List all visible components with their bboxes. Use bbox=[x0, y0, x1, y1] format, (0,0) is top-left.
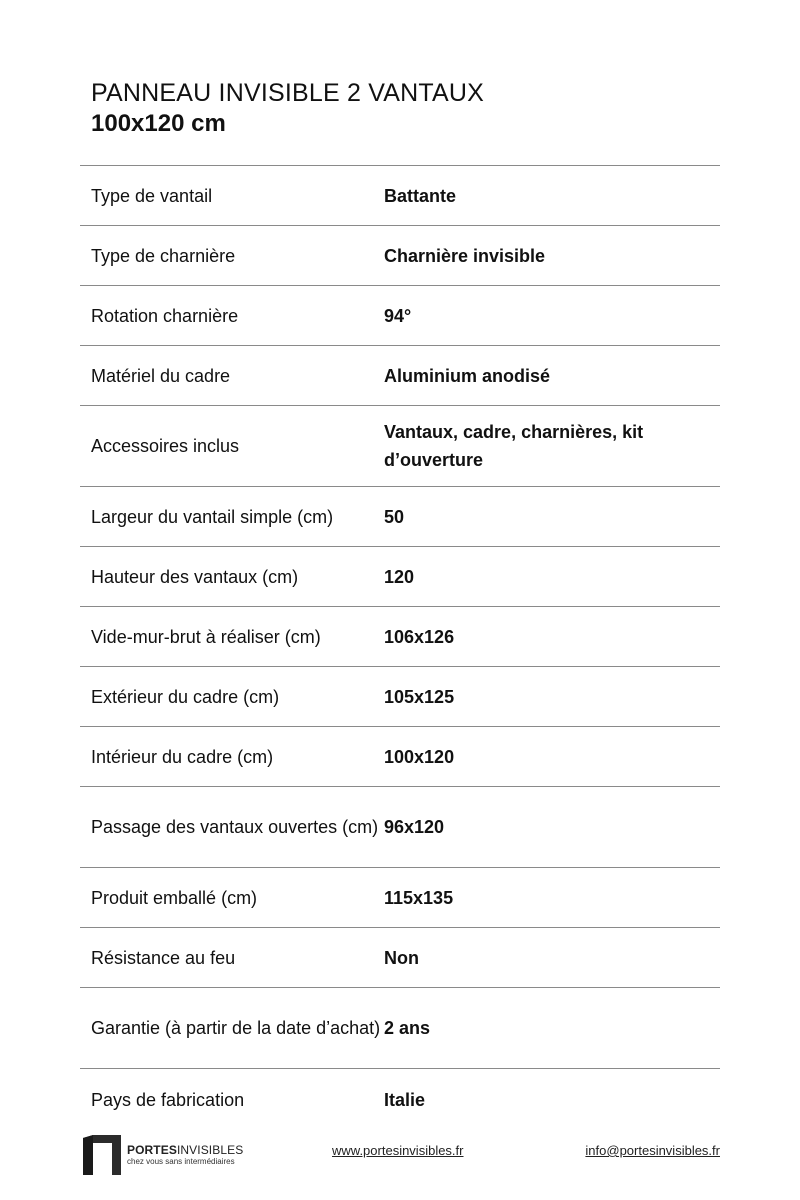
spec-value: Aluminium anodisé bbox=[384, 365, 551, 386]
spec-value: 120 bbox=[384, 566, 415, 587]
logo-text bbox=[127, 1143, 243, 1167]
spec-row bbox=[80, 787, 720, 868]
spec-row bbox=[80, 928, 720, 988]
spec-row bbox=[80, 346, 720, 406]
company-logo bbox=[83, 1135, 243, 1175]
spec-value: 115x135 bbox=[384, 887, 454, 908]
spec-value: Battante bbox=[384, 185, 457, 206]
spec-label: Passage des vantaux ouvertes (cm) bbox=[91, 817, 379, 837]
logo-name bbox=[127, 1143, 243, 1157]
logo-tagline: chez vous sans intermédiaires bbox=[127, 1157, 235, 1166]
spec-row bbox=[80, 406, 720, 487]
spec-row bbox=[80, 868, 720, 928]
spec-value: 50 bbox=[384, 506, 405, 527]
spec-label: Vide-mur-brut à réaliser (cm) bbox=[91, 626, 321, 647]
spec-row bbox=[80, 487, 720, 547]
spec-value: 100x120 bbox=[384, 746, 455, 767]
product-header bbox=[91, 78, 731, 138]
spec-label: Matériel du cadre bbox=[91, 365, 231, 386]
spec-label: Largeur du vantail simple (cm) bbox=[91, 506, 334, 527]
spec-value: 94° bbox=[384, 305, 412, 326]
logo-name-light: INVISIBLES bbox=[176, 1143, 244, 1157]
spec-row bbox=[80, 547, 720, 607]
spec-label: Produit emballé (cm) bbox=[91, 887, 258, 908]
spec-value: Vantaux, cadre, charnières, kit d’ouverture bbox=[384, 422, 644, 470]
spec-value: Italie bbox=[384, 1090, 426, 1110]
spec-row bbox=[80, 667, 720, 727]
spec-label: Rotation charnière bbox=[91, 305, 239, 326]
spec-row bbox=[80, 166, 720, 226]
spec-value: 106x126 bbox=[384, 626, 455, 647]
spec-row bbox=[80, 226, 720, 286]
spec-label: Extérieur du cadre (cm) bbox=[91, 686, 280, 707]
spec-row bbox=[80, 1069, 720, 1131]
spec-label: Hauteur des vantaux (cm) bbox=[91, 566, 299, 587]
spec-label: Type de charnière bbox=[91, 245, 236, 266]
spec-row bbox=[80, 988, 720, 1069]
spec-row bbox=[80, 727, 720, 787]
spec-value: Charnière invisible bbox=[384, 245, 546, 266]
spec-value: 105x125 bbox=[384, 686, 455, 707]
spec-value: 2 ans bbox=[384, 1018, 431, 1038]
website-link[interactable]: www.portesinvisibles.fr bbox=[332, 1143, 464, 1158]
email-link[interactable]: info@portesinvisibles.fr bbox=[585, 1143, 720, 1158]
door-frame-icon bbox=[83, 1135, 121, 1175]
spec-table bbox=[80, 165, 720, 1131]
spec-label: Type de vantail bbox=[91, 185, 213, 206]
product-dimensions: 100x120 cm bbox=[91, 110, 226, 137]
spec-label: Pays de fabrication bbox=[91, 1090, 245, 1110]
footer bbox=[80, 1133, 720, 1178]
spec-value: 96x120 bbox=[384, 817, 445, 837]
spec-label: Intérieur du cadre (cm) bbox=[91, 746, 274, 767]
spec-value: Non bbox=[384, 947, 419, 968]
spec-label: Accessoires inclus bbox=[91, 436, 240, 456]
spec-label: Garantie (à partir de la date d’achat) bbox=[91, 1018, 381, 1038]
logo-name-bold: PORTES bbox=[127, 1143, 177, 1157]
product-title: PANNEAU INVISIBLE 2 VANTAUX bbox=[91, 79, 485, 107]
spec-row bbox=[80, 607, 720, 667]
spec-label: Résistance au feu bbox=[91, 947, 236, 968]
spec-row bbox=[80, 286, 720, 346]
